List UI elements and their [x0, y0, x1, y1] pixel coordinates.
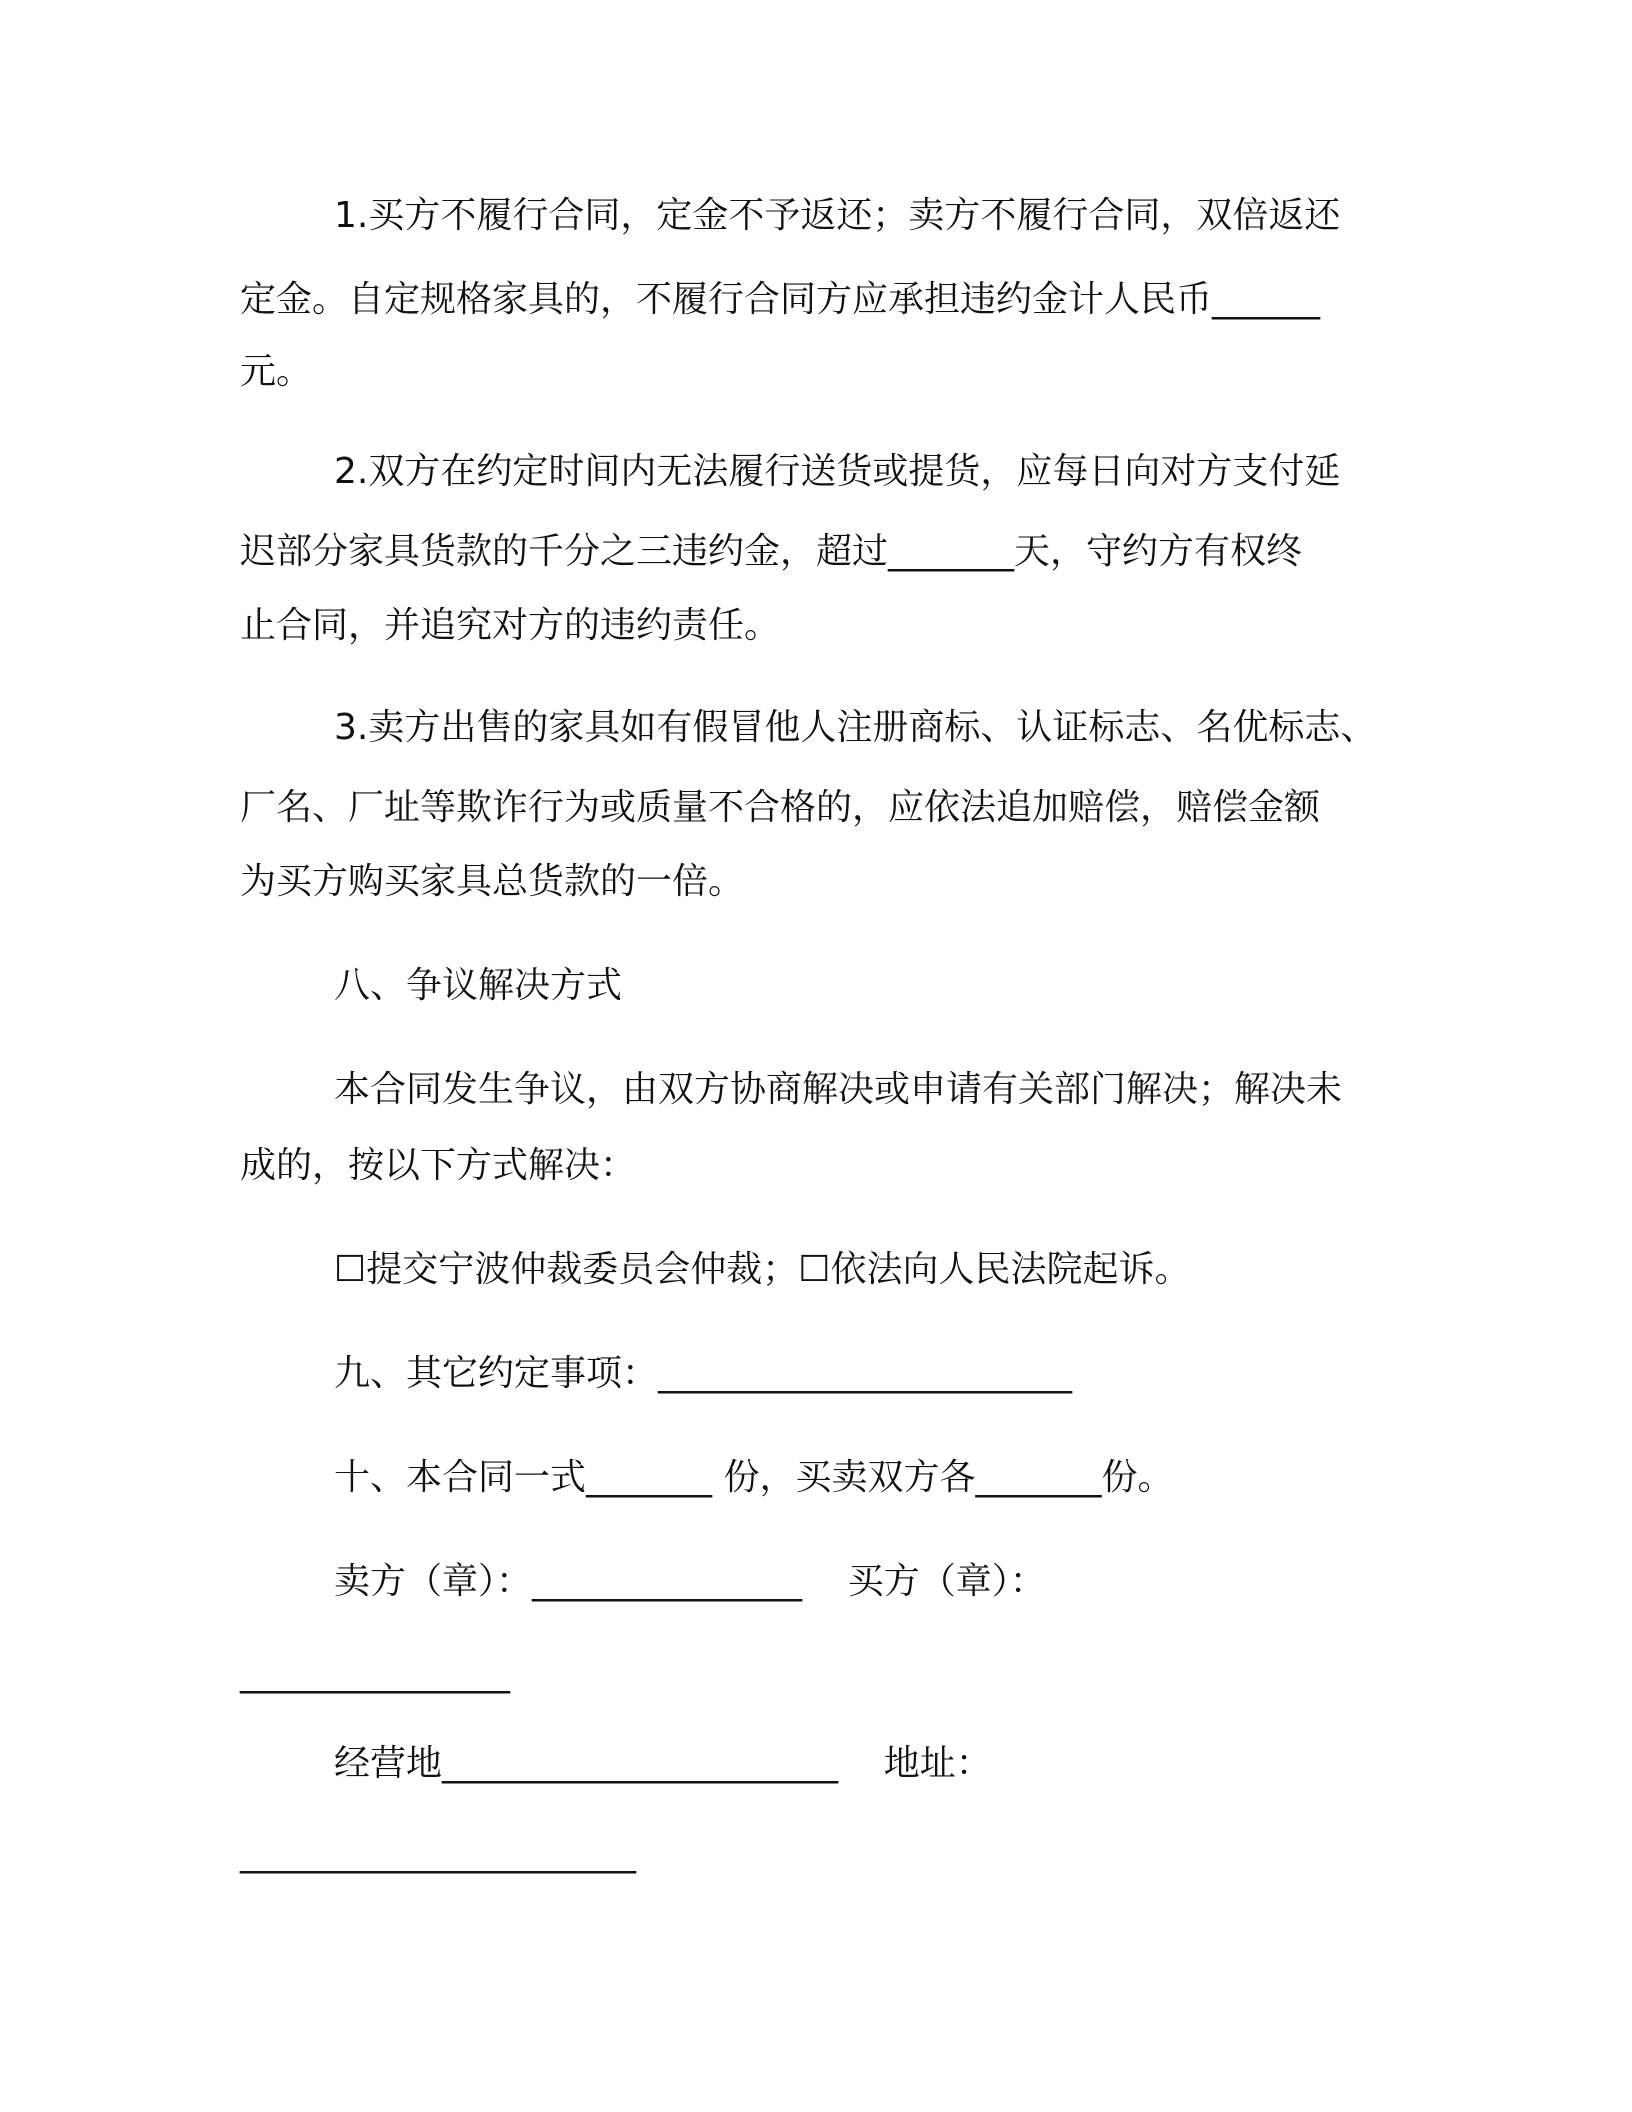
- clause-1-line-1: 1.买方不履行合同，定金不予返还；卖方不履行合同，双倍返还: [334, 195, 1341, 236]
- clause-2-line-1: 2.双方在约定时间内无法履行送货或提货，应每日向对方支付延: [334, 451, 1341, 492]
- clause-2-line-3: 止合同，并追究对方的违约责任。: [240, 605, 781, 646]
- seller-buyer-seal-line: 卖方（章）：_______________ 买方（章）：: [334, 1561, 1046, 1602]
- section-8-heading: 八、争议解决方式: [334, 965, 623, 1006]
- clause-1-line-2: 定金。自定规格家具的，不履行合同方应承担违约金计人民币______: [240, 279, 1321, 320]
- address-line: 经营地______________________ 地址：: [334, 1743, 992, 1784]
- clause-3-line-2: 厂名、厂址等欺诈行为或质量不合格的，应依法追加赔偿，赔偿金额: [240, 787, 1321, 828]
- section-10-line: 十、本合同一式_______ 份，买卖双方各_______份。: [334, 1457, 1174, 1498]
- clause-3-line-1: 3.卖方出售的家具如有假冒他人注册商标、认证标志、名优标志、: [334, 707, 1377, 748]
- clause-3-line-3: 为买方购买家具总货款的一倍。: [240, 861, 745, 902]
- dispute-options: ☐提交宁波仲裁委员会仲裁；☐依法向人民法院起诉。: [334, 1249, 1191, 1290]
- clause-1-line-3: 元。: [240, 351, 313, 392]
- section-9-line: 九、其它约定事项：_______________________: [334, 1353, 1073, 1394]
- address-blank: ______________________: [240, 1833, 636, 1874]
- clause-2-line-2: 迟部分家具货款的千分之三违约金，超过_______天，守约方有权终: [240, 531, 1303, 572]
- section-8-line-1: 本合同发生争议，由双方协商解决或申请有关部门解决；解决未: [334, 1069, 1343, 1110]
- section-8-line-2: 成的，按以下方式解决：: [240, 1145, 637, 1186]
- buyer-seal-blank: _______________: [240, 1653, 510, 1694]
